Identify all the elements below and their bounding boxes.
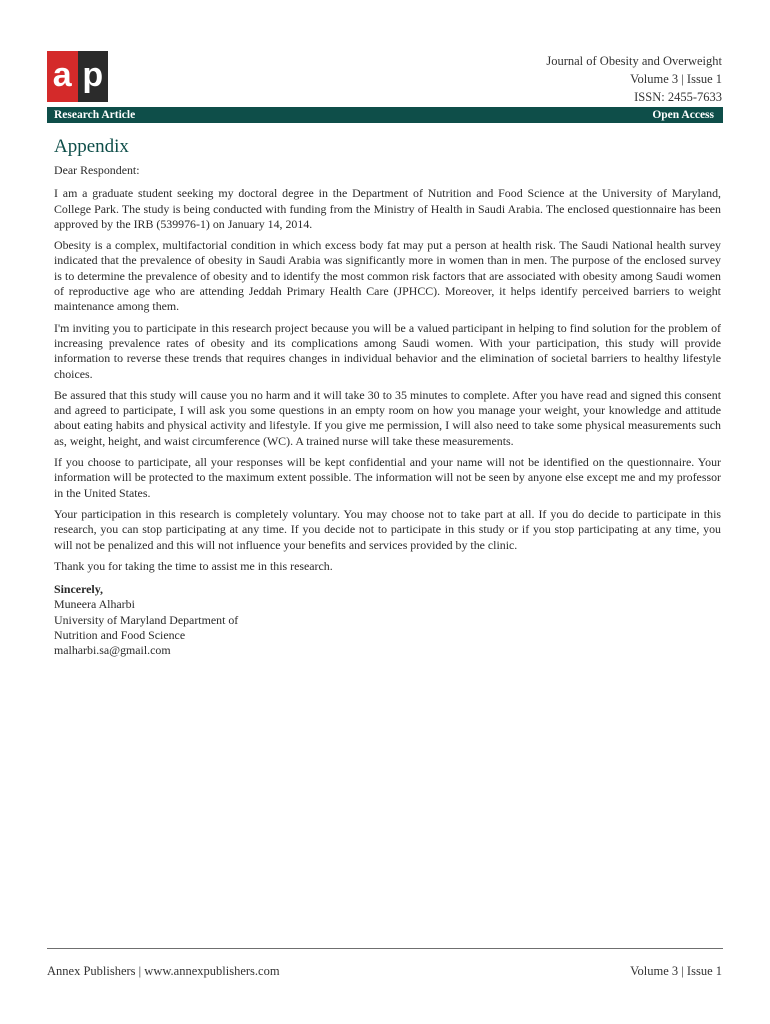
publisher-logo xyxy=(47,51,108,102)
paragraph: If you choose to participate, all your responses will be kept confidential and your name will not be identified on the questionnaire. Your information will be protected to the maximum extent possible. The information will not be seen by anyone else except me and my professor in the United States. xyxy=(54,455,721,500)
footer-divider xyxy=(47,948,723,949)
signature-affiliation-1: University of Maryland Department of xyxy=(54,612,239,627)
section-title: Appendix xyxy=(54,136,129,157)
paragraph: Your participation in this research is completely voluntary. You may choose not to take part at all. If you do decide to participate in this research, you can stop participating at any time. If you decide not to participate in this study or if you stop participating at any time, you will not be penalized and this will not influence your benefits and services provided by the clinic. xyxy=(54,506,721,552)
paragraph: Be assured that this study will cause you no harm and it will take 30 to 35 minutes to complete. After you have read and signed this consent and agreed to participate, I will ask you some questions in an empty room on how you manage your weight, your knowledge and attitude about eating habits and physical activity and lifestyle. If you give me permission, I will also need to take some physical measurements such as, weight, height, and waist circumference (WC). A trained nurse will take these measurements. xyxy=(54,387,721,448)
footer-publisher: Annex Publishers | www.annexpublishers.com xyxy=(47,964,280,978)
signature-email: malharbi.sa@gmail.com xyxy=(54,643,171,658)
open-access-label: Open Access xyxy=(652,109,714,121)
journal-name: Journal of Obesity and Overweight xyxy=(546,54,722,68)
journal-issn: ISSN: 2455-7633 xyxy=(634,90,722,104)
greeting: Dear Respondent: xyxy=(54,163,140,177)
article-type-bar xyxy=(47,107,723,123)
paragraph: Thank you for taking the time to assist me in this research. xyxy=(54,558,333,573)
journal-info xyxy=(546,52,722,106)
letter-body xyxy=(54,163,721,659)
paragraph: Obesity is a complex, multifactorial condition in which excess body fat may put a person at health risk. The Saudi National health survey indicated that the prevalence of obesity in Saudi Arabia was significantly more in women than in men. The purpose of the enclosed survey is to determine the prevalence of obesity and to identify the most common risk factors that are associated with obesity among Saudi women of reproductive age who are attending Jeddah Primary Health Care (JPHCC). Moreover, it helps identify perceived barriers to weight maintenance among them. xyxy=(54,238,721,314)
paragraph: I am a graduate student seeking my doctoral degree in the Department of Nutrition and Food Science at the University of Maryland, College Park. The study is being conducted with funding from the Ministry of Health in Saudi Arabia. The enclosed questionnaire has been approved by the IRB (539976-1) on January 14, 2014. xyxy=(54,186,721,231)
signature-block xyxy=(54,582,721,658)
journal-volume-issue: Volume 3 | Issue 1 xyxy=(630,72,722,86)
article-type-label: Research Article xyxy=(54,109,136,121)
logo-letter-p: p xyxy=(82,55,104,94)
signature-affiliation-2: Nutrition and Food Science xyxy=(54,628,186,643)
logo-left-block xyxy=(47,51,78,102)
signature-name: Muneera Alharbi xyxy=(54,597,135,612)
footer-volume-issue: Volume 3 | Issue 1 xyxy=(630,964,722,978)
logo-right-block xyxy=(78,51,109,102)
logo-letter-a: a xyxy=(52,55,72,94)
paragraph: I'm inviting you to participate in this research project because you will be a valued participant in helping to find solution for the problem of increasing prevalence rates of obesity and its complications among Saudi women. With your participation, this study will provide information to reverse these trends that requires changes in individual behavior and the elimination of societal barriers to healthy lifestyle choices. xyxy=(54,320,721,381)
signature-closing: Sincerely, xyxy=(54,582,103,597)
